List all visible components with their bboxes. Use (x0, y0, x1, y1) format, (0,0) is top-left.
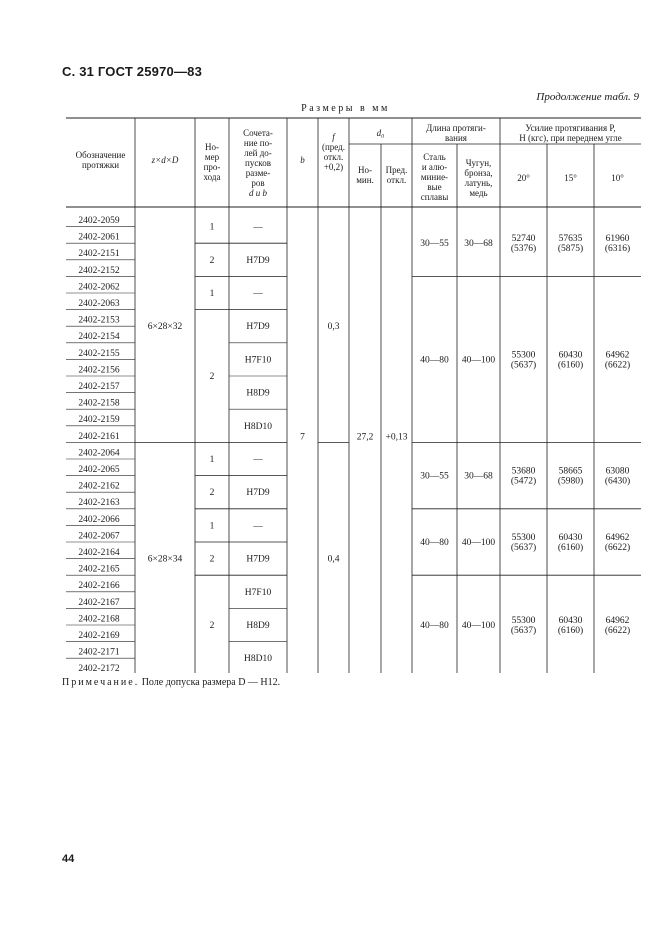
force-15: 60430 (558, 350, 583, 361)
steel-length: 40—80 (420, 621, 449, 631)
header-d0: d₀ (376, 128, 385, 138)
tolerance-value: H8D10 (244, 654, 272, 665)
tolerance-value: H8D9 (246, 388, 270, 399)
tolerance-value: H8D10 (244, 421, 272, 432)
f-value: 0,3 (327, 322, 340, 333)
header-tolerance: Сочета- (243, 128, 273, 138)
header-f-dev: откл. (323, 152, 344, 162)
header-pass-no: Но- (205, 142, 219, 152)
header-iron: Чугун, (465, 158, 492, 168)
pass-value: 2 (209, 255, 215, 266)
force-15: 57635 (558, 234, 583, 245)
designation-cell: 2402-2157 (78, 382, 120, 392)
designation-cell: 2402-2156 (78, 365, 120, 376)
designation-cell: 2402-2152 (78, 265, 120, 276)
header-steel: и алю- (421, 162, 448, 172)
header-length: Длина протяги- (426, 123, 486, 133)
header-steel: миние- (420, 172, 449, 182)
b-value: 7 (300, 432, 305, 443)
designation-cell: 2402-2159 (78, 415, 120, 426)
pass-value: 1 (209, 222, 215, 233)
force-20: 52740 (511, 234, 536, 245)
force-15: (6160) (557, 360, 584, 371)
force-10: 61960 (605, 234, 630, 245)
designation-cell: 2402-2066 (78, 514, 120, 525)
force-20: (5376) (510, 244, 537, 255)
pass-value: 1 (209, 289, 215, 299)
tolerance-value: — (253, 289, 263, 299)
header-tolerance: разме- (245, 168, 271, 178)
pass-value: 2 (209, 621, 215, 631)
table-continuation: Продолжение табл. 9 (536, 91, 639, 103)
force-20: 55300 (511, 616, 536, 626)
header-f-dev: +0,2) (323, 162, 344, 172)
page-number: 44 (62, 853, 75, 865)
d0-nom-value: 27,2 (356, 432, 374, 443)
force-15: (6160) (557, 543, 584, 553)
designation-cell: 2402-2064 (78, 448, 120, 459)
steel-length: 30—55 (420, 239, 449, 250)
force-10: (6316) (604, 244, 631, 255)
designation-cell: 2402-2059 (78, 216, 120, 226)
header-angle-20: 20° (517, 173, 530, 183)
iron-length: 40—100 (461, 621, 496, 631)
header-force: Усилие протягивания P, (525, 123, 616, 133)
table-note (62, 677, 280, 688)
header-d0-dev: откл. (386, 175, 407, 185)
force-15: (6160) (557, 626, 584, 636)
force-20: (5637) (510, 543, 537, 553)
header-d0-nom: Но- (358, 165, 372, 175)
f-value: 0,4 (327, 554, 340, 565)
header-force: Н (кгс), при переднем угле (519, 133, 622, 143)
page-header: С. 31 ГОСТ 25970—83 (62, 64, 203, 79)
designation-cell: 2402-2154 (78, 332, 120, 343)
steel-length: 40—80 (420, 355, 449, 366)
force-20: 53680 (511, 466, 536, 477)
force-15: (5980) (557, 476, 584, 487)
zdD-value: 6×28×34 (147, 554, 183, 565)
force-20: 55300 (511, 533, 536, 543)
note-text: Поле допуска размера D — H12. (141, 677, 281, 688)
designation-cell: 2402-2065 (78, 465, 120, 475)
designation-cell: 2402-2169 (78, 631, 120, 641)
designation-cell: 2402-2164 (78, 548, 120, 558)
pass-value: 1 (209, 521, 215, 532)
force-10: (6430) (604, 476, 631, 487)
header-iron: медь (469, 188, 488, 198)
tolerance-value: H8D9 (246, 621, 270, 631)
force-10: (6622) (604, 543, 631, 553)
header-angle-10: 10° (611, 173, 624, 183)
designation-cell: 2402-2155 (78, 348, 120, 359)
pass-value: 2 (209, 554, 215, 565)
designation-cell: 2402-2163 (78, 498, 120, 509)
header-b: b (300, 155, 305, 165)
header-zdD: z×d×D (151, 155, 179, 165)
header-f-dev: (пред. (321, 142, 346, 152)
tolerance-value: — (253, 455, 263, 465)
force-20: (5637) (510, 360, 537, 371)
header-iron: латунь, (464, 178, 493, 188)
header-angle-15: 15° (564, 173, 577, 183)
designation-cell: 2402-2162 (78, 481, 120, 492)
tolerance-value: H7F10 (244, 355, 272, 366)
header-tolerance: d и b (249, 188, 267, 198)
designation-cell: 2402-2063 (78, 299, 120, 309)
force-15: 60430 (558, 616, 583, 626)
tolerance-value: H7D9 (246, 488, 270, 499)
force-10: 64962 (605, 616, 630, 626)
force-10: 64962 (605, 533, 630, 543)
header-f: f (332, 132, 335, 142)
force-15: 58665 (558, 466, 583, 477)
header-steel: вые (427, 182, 442, 192)
header-pass-no: мер (204, 152, 220, 162)
designation-cell: 2402-2158 (78, 398, 120, 409)
designation-cell: 2402-2165 (78, 564, 120, 575)
header-pass-no: хода (203, 172, 221, 182)
header-tolerance: ние по- (243, 138, 273, 148)
force-10: 63080 (605, 466, 630, 477)
designation-cell: 2402-2167 (78, 597, 120, 608)
designation-cell: 2402-2153 (78, 315, 120, 326)
note-label: Примечание. (62, 677, 140, 688)
header-designation: протяжки (81, 160, 120, 170)
force-15: (5875) (557, 244, 584, 255)
designation-cell: 2402-2061 (78, 232, 120, 243)
tolerance-value: H7D9 (246, 554, 270, 565)
iron-length: 40—100 (461, 355, 496, 366)
pass-value: 2 (209, 488, 215, 499)
steel-length: 40—80 (420, 538, 449, 548)
designation-cell: 2402-2067 (78, 531, 120, 542)
pass-value: 2 (209, 372, 215, 382)
iron-length: 40—100 (461, 538, 496, 548)
d0-dev-value: +0,13 (385, 432, 408, 443)
designation-cell: 2402-2171 (78, 647, 120, 658)
force-10: (6622) (604, 360, 631, 371)
zdD-value: 6×28×32 (147, 322, 183, 333)
header-steel: сплавы (420, 192, 449, 202)
steel-length: 30—55 (420, 471, 449, 482)
tolerance-value: H7D9 (246, 255, 270, 266)
force-20: (5637) (510, 626, 537, 636)
units-caption: Размеры в мм (301, 103, 390, 114)
header-d0-dev: Пред. (385, 165, 408, 175)
designation-cell: 2402-2172 (78, 664, 120, 675)
header-designation: Обозначение (75, 150, 126, 160)
tolerance-value: — (253, 521, 263, 532)
tolerance-value: H7D9 (246, 322, 270, 333)
header-tolerance: лей до- (244, 148, 272, 158)
designation-cell: 2402-2062 (78, 282, 120, 293)
force-10: (6622) (604, 626, 631, 636)
designation-cell: 2402-2151 (78, 249, 120, 260)
header-steel: Сталь (423, 152, 446, 162)
header-d0-nom: мин. (356, 175, 374, 185)
header-tolerance: ров (251, 178, 265, 188)
header-length: вания (445, 133, 467, 143)
tolerance-value: H7F10 (244, 587, 272, 598)
designation-cell: 2402-2161 (78, 431, 120, 442)
force-20: 55300 (511, 350, 536, 361)
designation-cell: 2402-2168 (78, 614, 120, 625)
designation-cell: 2402-2166 (78, 581, 120, 592)
force-15: 60430 (558, 533, 583, 543)
iron-length: 30—68 (464, 471, 493, 482)
header-iron: бронза, (464, 168, 493, 178)
header-pass-no: про- (203, 162, 221, 172)
tolerance-value: — (253, 222, 263, 233)
pass-value: 1 (209, 455, 215, 465)
force-10: 64962 (605, 350, 630, 361)
header-tolerance: пусков (245, 158, 271, 168)
force-20: (5472) (510, 476, 537, 487)
iron-length: 30—68 (464, 239, 493, 250)
